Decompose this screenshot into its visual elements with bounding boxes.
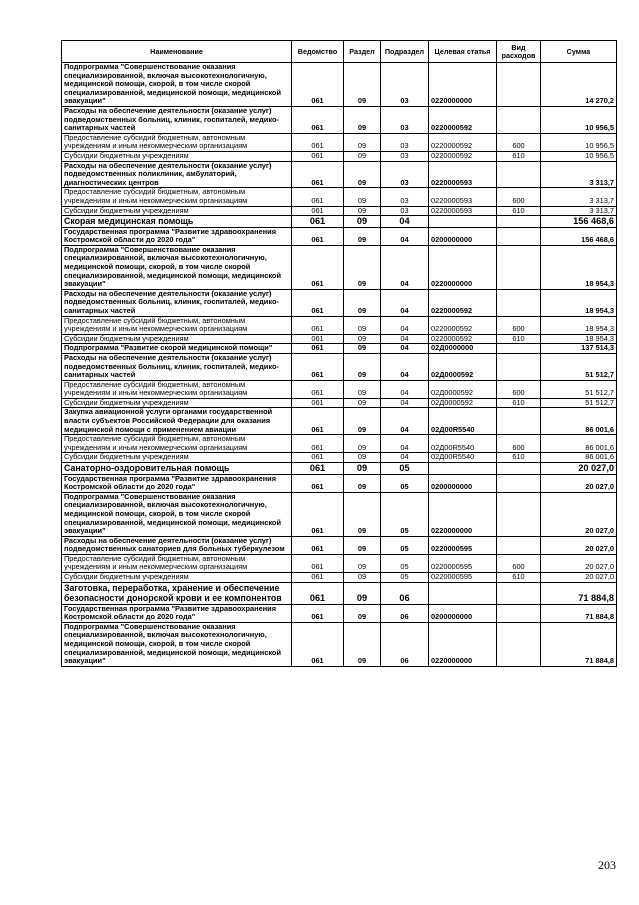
row-name: Государственная программа "Развитие здравоохранения Костромской области до 2020 года" [62, 604, 292, 622]
row-amount: 20 027,0 [541, 554, 617, 572]
row-target-item: 0220000595 [429, 554, 497, 572]
row-section: 09 [344, 161, 381, 188]
row-subsection: 03 [381, 133, 429, 151]
row-subsection: 04 [381, 289, 429, 316]
row-amount: 18 954,3 [541, 334, 617, 344]
row-name: Предоставление субсидий бюджетным, автономным учреждениям и иным некоммерческим организациям [62, 133, 292, 151]
row-subsection: 03 [381, 106, 429, 133]
table-row [62, 536, 617, 554]
row-section: 09 [344, 604, 381, 622]
row-target-item: 0220000595 [429, 573, 497, 583]
row-department: 061 [292, 554, 344, 572]
page-number: 203 [598, 858, 616, 872]
row-section: 09 [344, 353, 381, 380]
row-expense-type [497, 161, 541, 188]
row-target-item: 02Д0000592 [429, 353, 497, 380]
row-department: 061 [292, 380, 344, 398]
row-section: 09 [344, 453, 381, 463]
row-amount: 20 027,0 [541, 474, 617, 492]
row-amount: 14 270,2 [541, 63, 617, 107]
table-row [62, 106, 617, 133]
row-name: Субсидии бюджетным учреждениям [62, 334, 292, 344]
row-name: Подпрограмма "Совершенствование оказания специализированной, включая высокотехнологичную, медицинской помощи, скорой, в том числе скорой специализированной, медицинской помощи, медицинской эвакуации" [62, 63, 292, 107]
row-expense-type: 610 [497, 151, 541, 161]
row-name: Скорая медицинская помощь [62, 216, 292, 228]
row-expense-type: 610 [497, 453, 541, 463]
row-amount: 3 313,7 [541, 161, 617, 188]
row-name: Расходы на обеспечение деятельности (оказание услуг) подведомственных больниц, клиник, госпиталей, медико-санитарных частей [62, 106, 292, 133]
row-subsection: 04 [381, 435, 429, 453]
row-name: Расходы на обеспечение деятельности (оказание услуг) подведомственных санаториев для больных туберкулезом [62, 536, 292, 554]
table-row [62, 582, 617, 604]
header-expense-type: Вид расходов [497, 41, 541, 63]
row-expense-type [497, 582, 541, 604]
row-target-item: 0200000000 [429, 604, 497, 622]
row-name: Подпрограмма "Развитие скорой медицинской помощи" [62, 344, 292, 354]
row-target-item: 0220000595 [429, 536, 497, 554]
row-subsection: 04 [381, 453, 429, 463]
row-expense-type [497, 408, 541, 435]
row-section: 09 [344, 582, 381, 604]
row-subsection: 05 [381, 554, 429, 572]
row-amount: 10 956,5 [541, 151, 617, 161]
row-department: 061 [292, 453, 344, 463]
row-name: Санаторно-оздоровительная помощь [62, 463, 292, 475]
row-expense-type [497, 245, 541, 289]
row-department: 061 [292, 188, 344, 206]
row-department: 061 [292, 536, 344, 554]
table-row [62, 353, 617, 380]
row-subsection: 04 [381, 227, 429, 245]
row-amount: 18 954,3 [541, 289, 617, 316]
row-section: 09 [344, 106, 381, 133]
row-subsection: 04 [381, 334, 429, 344]
row-target-item: 0220000000 [429, 245, 497, 289]
row-section: 09 [344, 133, 381, 151]
row-expense-type [497, 536, 541, 554]
row-subsection: 04 [381, 398, 429, 408]
row-target-item: 02Д0000000 [429, 344, 497, 354]
header-section: Раздел [344, 41, 381, 63]
row-target-item: 0220000000 [429, 63, 497, 107]
row-expense-type: 600 [497, 380, 541, 398]
table-row [62, 227, 617, 245]
row-name: Субсидии бюджетным учреждениям [62, 573, 292, 583]
row-name: Предоставление субсидий бюджетным, автономным учреждениям и иным некоммерческим организациям [62, 554, 292, 572]
table-row [62, 133, 617, 151]
row-expense-type: 600 [497, 435, 541, 453]
row-section: 09 [344, 463, 381, 475]
row-department: 061 [292, 344, 344, 354]
row-target-item: 0220000592 [429, 106, 497, 133]
row-amount: 71 884,8 [541, 604, 617, 622]
row-name: Расходы на обеспечение деятельности (оказание услуг) подведомственных больниц, клиник, госпиталей, медико-санитарных частей [62, 289, 292, 316]
row-expense-type: 600 [497, 133, 541, 151]
row-target-item: 0200000000 [429, 227, 497, 245]
row-department: 061 [292, 206, 344, 216]
row-expense-type: 610 [497, 573, 541, 583]
row-name: Закупка авиационной услуги органами государственной власти субъектов Российской Федерации для оказания медицинской помощи с применением авиации [62, 408, 292, 435]
row-amount: 156 468,6 [541, 216, 617, 228]
row-amount: 71 884,8 [541, 622, 617, 666]
row-department: 061 [292, 435, 344, 453]
row-section: 09 [344, 334, 381, 344]
row-name: Расходы на обеспечение деятельности (оказание услуг) подведомственных поликлиник, амбулаторий, диагностических центров [62, 161, 292, 188]
row-section: 09 [344, 435, 381, 453]
table-header [62, 41, 617, 63]
row-expense-type [497, 474, 541, 492]
row-amount: 20 027,0 [541, 463, 617, 475]
row-expense-type [497, 289, 541, 316]
row-department: 061 [292, 151, 344, 161]
row-subsection: 04 [381, 380, 429, 398]
row-expense-type [497, 622, 541, 666]
row-department: 061 [292, 474, 344, 492]
row-amount: 71 884,8 [541, 582, 617, 604]
row-subsection: 03 [381, 206, 429, 216]
row-amount: 3 313,7 [541, 206, 617, 216]
row-name: Предоставление субсидий бюджетным, автономным учреждениям и иным некоммерческим организациям [62, 435, 292, 453]
row-section: 09 [344, 206, 381, 216]
row-target-item: 0220000593 [429, 188, 497, 206]
row-department: 061 [292, 133, 344, 151]
table-row [62, 554, 617, 572]
row-subsection: 03 [381, 188, 429, 206]
row-amount: 51 512,7 [541, 380, 617, 398]
row-subsection: 06 [381, 604, 429, 622]
row-name: Субсидии бюджетным учреждениям [62, 398, 292, 408]
table-row [62, 63, 617, 107]
row-section: 09 [344, 474, 381, 492]
table-row [62, 453, 617, 463]
row-target-item: 02Д00R5540 [429, 435, 497, 453]
row-subsection: 03 [381, 63, 429, 107]
row-subsection: 06 [381, 622, 429, 666]
row-target-item: 0220000593 [429, 161, 497, 188]
row-section: 09 [344, 554, 381, 572]
row-department: 061 [292, 63, 344, 107]
row-subsection: 04 [381, 216, 429, 228]
row-amount: 10 956,5 [541, 106, 617, 133]
row-department: 061 [292, 227, 344, 245]
row-amount: 137 514,3 [541, 344, 617, 354]
row-name: Субсидии бюджетным учреждениям [62, 151, 292, 161]
row-amount: 3 313,7 [541, 188, 617, 206]
row-expense-type [497, 63, 541, 107]
row-expense-type: 600 [497, 188, 541, 206]
row-expense-type: 600 [497, 554, 541, 572]
row-section: 09 [344, 216, 381, 228]
row-subsection: 04 [381, 344, 429, 354]
row-expense-type: 610 [497, 334, 541, 344]
row-expense-type [497, 106, 541, 133]
table-row [62, 216, 617, 228]
row-section: 09 [344, 398, 381, 408]
row-target-item: 0220000592 [429, 133, 497, 151]
row-subsection: 04 [381, 408, 429, 435]
row-subsection: 04 [381, 353, 429, 380]
row-target-item [429, 582, 497, 604]
row-expense-type [497, 216, 541, 228]
table-row [62, 408, 617, 435]
table-row [62, 604, 617, 622]
row-amount: 156 468,6 [541, 227, 617, 245]
row-target-item: 02Д0000592 [429, 380, 497, 398]
row-department: 061 [292, 492, 344, 536]
row-target-item: 02Д00R5540 [429, 408, 497, 435]
row-section: 09 [344, 316, 381, 334]
row-target-item: 0200000000 [429, 474, 497, 492]
header-department: Ведомство [292, 41, 344, 63]
table-row [62, 492, 617, 536]
table-row [62, 344, 617, 354]
row-department: 061 [292, 604, 344, 622]
row-target-item [429, 463, 497, 475]
row-amount: 20 027,0 [541, 573, 617, 583]
row-target-item: 0220000000 [429, 492, 497, 536]
row-section: 09 [344, 151, 381, 161]
row-expense-type [497, 344, 541, 354]
row-name: Подпрограмма "Совершенствование оказания специализированной, включая высокотехнологичную, медицинской помощи, скорой, в том числе скорой специализированной, медицинской помощи, медицинской эвакуации" [62, 622, 292, 666]
row-expense-type [497, 463, 541, 475]
table-row [62, 245, 617, 289]
row-name: Подпрограмма "Совершенствование оказания специализированной, включая высокотехнологичную, медицинской помощи, скорой, в том числе скорой специализированной, медицинской помощи, медицинской эвакуации" [62, 492, 292, 536]
row-expense-type [497, 604, 541, 622]
row-amount: 51 512,7 [541, 353, 617, 380]
row-expense-type [497, 227, 541, 245]
row-section: 09 [344, 289, 381, 316]
row-department: 061 [292, 398, 344, 408]
row-target-item: 0220000592 [429, 151, 497, 161]
row-section: 09 [344, 408, 381, 435]
row-section: 09 [344, 380, 381, 398]
row-section: 09 [344, 227, 381, 245]
row-name: Расходы на обеспечение деятельности (оказание услуг) подведомственных больниц, клиник, госпиталей, медико-санитарных частей [62, 353, 292, 380]
row-department: 061 [292, 245, 344, 289]
row-subsection: 05 [381, 492, 429, 536]
row-target-item [429, 216, 497, 228]
table-row [62, 188, 617, 206]
row-department: 061 [292, 582, 344, 604]
row-department: 061 [292, 334, 344, 344]
table-row [62, 622, 617, 666]
row-expense-type: 600 [497, 316, 541, 334]
row-amount: 18 954,3 [541, 245, 617, 289]
row-expense-type: 610 [497, 398, 541, 408]
row-amount: 86 001,6 [541, 453, 617, 463]
row-subsection: 06 [381, 582, 429, 604]
row-name: Заготовка, переработка, хранение и обеспечение безопасности донорской крови и ее компонентов [62, 582, 292, 604]
table-row [62, 316, 617, 334]
table-row [62, 289, 617, 316]
table-row [62, 206, 617, 216]
row-expense-type: 610 [497, 206, 541, 216]
row-name: Предоставление субсидий бюджетным, автономным учреждениям и иным некоммерческим организациям [62, 188, 292, 206]
row-subsection: 05 [381, 463, 429, 475]
row-amount: 86 001,6 [541, 435, 617, 453]
row-amount: 20 027,0 [541, 492, 617, 536]
header-subsection: Подраздел [381, 41, 429, 63]
row-department: 061 [292, 463, 344, 475]
row-subsection: 05 [381, 474, 429, 492]
row-subsection: 05 [381, 536, 429, 554]
row-target-item: 0220000592 [429, 289, 497, 316]
table-row [62, 474, 617, 492]
header-target-item: Целевая статья [429, 41, 497, 63]
row-section: 09 [344, 245, 381, 289]
row-target-item: 0220000592 [429, 316, 497, 334]
row-name: Подпрограмма "Совершенствование оказания специализированной, включая высокотехнологичную, медицинской помощи, скорой, в том числе скорой специализированной, медицинской помощи, медицинской эвакуации" [62, 245, 292, 289]
table-row [62, 435, 617, 453]
header-name: Наименование [62, 41, 292, 63]
table-body [62, 63, 617, 667]
row-name: Субсидии бюджетным учреждениям [62, 206, 292, 216]
row-expense-type [497, 353, 541, 380]
row-department: 061 [292, 161, 344, 188]
table-row [62, 151, 617, 161]
row-expense-type [497, 492, 541, 536]
row-name: Государственная программа "Развитие здравоохранения Костромской области до 2020 года" [62, 227, 292, 245]
row-section: 09 [344, 492, 381, 536]
row-department: 061 [292, 573, 344, 583]
row-department: 061 [292, 622, 344, 666]
row-name: Государственная программа "Развитие здравоохранения Костромской области до 2020 года" [62, 474, 292, 492]
row-section: 09 [344, 63, 381, 107]
row-section: 09 [344, 536, 381, 554]
row-department: 061 [292, 216, 344, 228]
row-subsection: 04 [381, 316, 429, 334]
row-section: 09 [344, 573, 381, 583]
table-row [62, 398, 617, 408]
row-target-item: 02Д0000592 [429, 398, 497, 408]
row-section: 09 [344, 344, 381, 354]
row-section: 09 [344, 188, 381, 206]
row-name: Предоставление субсидий бюджетным, автономным учреждениям и иным некоммерческим организациям [62, 316, 292, 334]
row-department: 061 [292, 408, 344, 435]
budget-table [61, 40, 617, 667]
row-amount: 86 001,6 [541, 408, 617, 435]
table-row [62, 334, 617, 344]
row-target-item: 0220000593 [429, 206, 497, 216]
row-department: 061 [292, 106, 344, 133]
row-target-item: 0220000000 [429, 622, 497, 666]
row-target-item: 0220000592 [429, 334, 497, 344]
row-amount: 10 956,5 [541, 133, 617, 151]
table-row [62, 380, 617, 398]
row-amount: 20 027,0 [541, 536, 617, 554]
row-name: Субсидии бюджетным учреждениям [62, 453, 292, 463]
table-row [62, 463, 617, 475]
header-amount: Сумма [541, 41, 617, 63]
row-department: 061 [292, 316, 344, 334]
row-subsection: 05 [381, 573, 429, 583]
row-department: 061 [292, 353, 344, 380]
row-subsection: 03 [381, 151, 429, 161]
table-row [62, 161, 617, 188]
row-subsection: 03 [381, 161, 429, 188]
table-row [62, 573, 617, 583]
row-amount: 51 512,7 [541, 398, 617, 408]
row-department: 061 [292, 289, 344, 316]
row-target-item: 02Д00R5540 [429, 453, 497, 463]
row-section: 09 [344, 622, 381, 666]
row-subsection: 04 [381, 245, 429, 289]
row-name: Предоставление субсидий бюджетным, автономным учреждениям и иным некоммерческим организациям [62, 380, 292, 398]
row-amount: 18 954,3 [541, 316, 617, 334]
